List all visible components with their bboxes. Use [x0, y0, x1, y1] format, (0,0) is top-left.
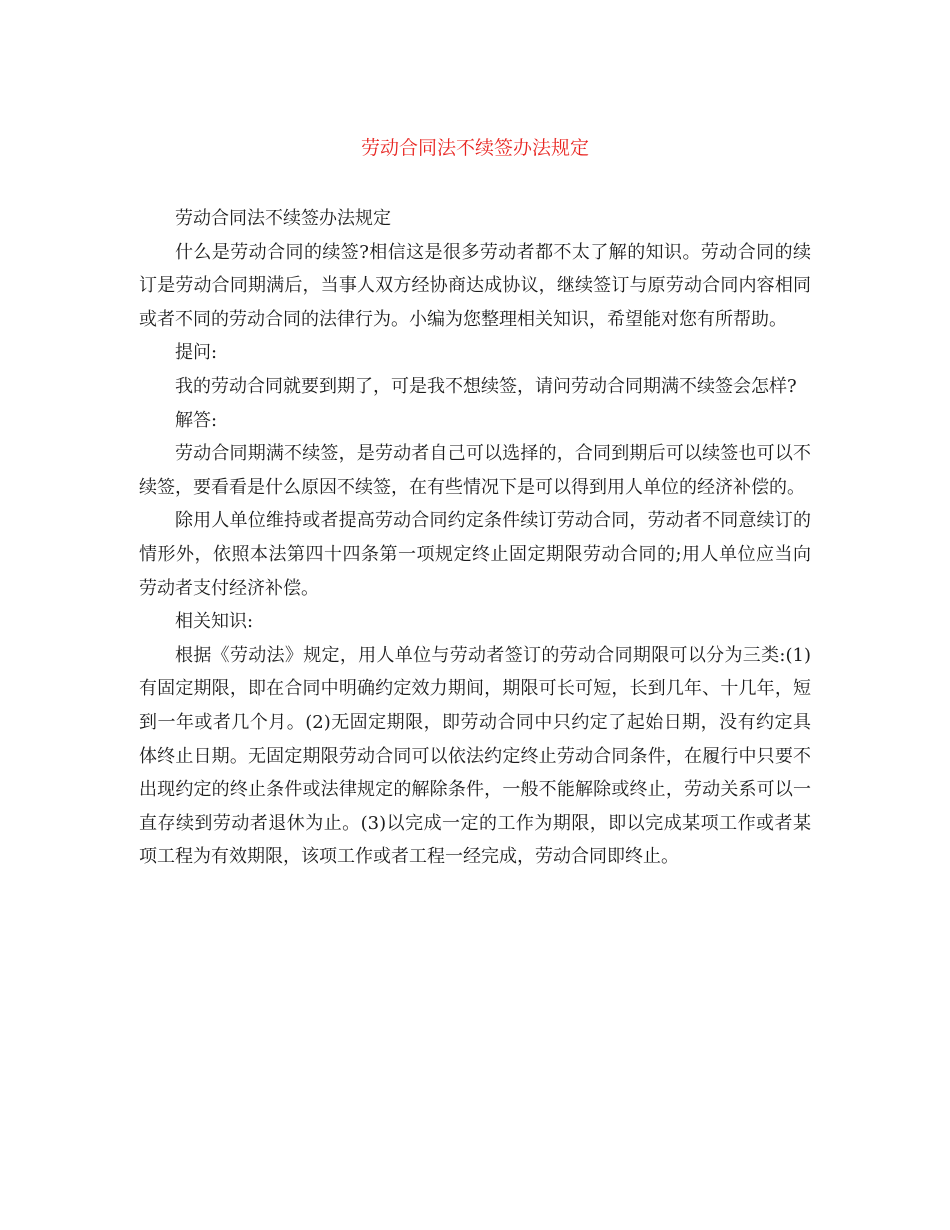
- paragraph-intro: 什么是劳动合同的续签?相信这是很多劳动者都不太了解的知识。劳动合同的续订是劳动合同期满后，当事人双方经协商达成协议，继续签订与原劳动合同内容相同或者不同的劳动合同的法律行为。小编为您整理相关知识，希望能对您有所帮助。: [139, 241, 811, 330]
- paragraph-question: 我的劳动合同就要到期了，可是我不想续签，请问劳动合同期满不续签会怎样?: [175, 375, 797, 397]
- paragraph-related-label: 相关知识:: [175, 611, 254, 633]
- paragraph-compensation: 除用人单位维持或者提高劳动合同约定条件续订劳动合同，劳动者不同意续订的情形外，依照本法第四十四条第一项规定终止固定期限劳动合同的;用人单位应当向劳动者支付经济补偿。: [139, 510, 811, 599]
- paragraph-answer: 劳动合同期满不续签，是劳动者自己可以选择的，合同到期后可以续签也可以不续签，要看看是什么原因不续签，在有些情况下是可以得到用人单位的经济补偿的。: [139, 443, 811, 498]
- document-body: [139, 202, 811, 874]
- paragraph-subtitle: 劳动合同法不续签办法规定: [175, 208, 391, 229]
- paragraph-answer-label: 解答:: [175, 409, 218, 431]
- paragraph-question-label: 提问:: [175, 342, 218, 364]
- paragraph-contract-types: 根据《劳动法》规定，用人单位与劳动者签订的劳动合同期限可以分为三类:(1)有固定期限，即在合同中明确约定效力期间，期限可长可短，长到几年、十几年，短到一年或者几个月。(2)无固定期限，即劳动合同中只约定了起始日期，没有约定具体终止日期。无固定期限劳动合同可以依法约定终止劳动合同条件，在履行中只要不出现约定的终止条件或法律规定的解除条件，一般不能解除或终止，劳动关系可以一直存续到劳动者退休为止。(3)以完成一定的工作为期限，即以完成某项工作或者某项工程为有效期限，该项工作或者工程一经完成，劳动合同即终止。: [139, 644, 811, 868]
- document-title: 劳动合同法不续签办法规定: [360, 137, 589, 159]
